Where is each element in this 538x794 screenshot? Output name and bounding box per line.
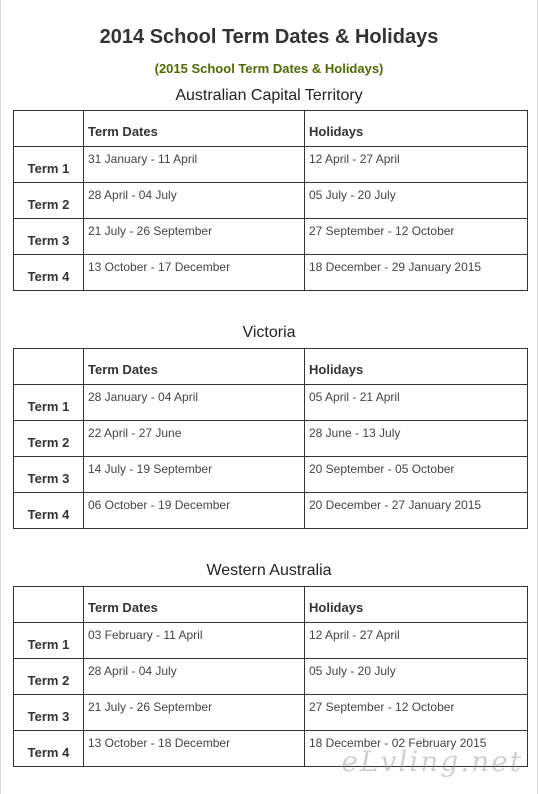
term-dates-cell: 21 July - 26 September bbox=[84, 219, 305, 255]
table-row bbox=[14, 457, 528, 493]
term-dates-cell: 22 April - 27 June bbox=[84, 421, 305, 457]
term-dates-cell: 31 January - 11 April bbox=[84, 147, 305, 183]
column-header-holidays: Holidays bbox=[305, 349, 528, 385]
column-header-term-dates: Term Dates bbox=[84, 111, 305, 147]
empty-header-cell bbox=[14, 587, 84, 623]
watermark: eLvling.net bbox=[341, 745, 523, 778]
table-row bbox=[14, 659, 528, 695]
holidays-cell: 27 September - 12 October bbox=[305, 695, 528, 731]
term-dates-cell: 13 October - 17 December bbox=[84, 255, 305, 291]
column-header-holidays: Holidays bbox=[305, 587, 528, 623]
table-row bbox=[14, 421, 528, 457]
holidays-cell: 20 December - 27 January 2015 bbox=[305, 493, 528, 529]
holidays-cell: 12 April - 27 April bbox=[305, 623, 528, 659]
holidays-cell: 28 June - 13 July bbox=[305, 421, 528, 457]
column-header-term-dates: Term Dates bbox=[84, 587, 305, 623]
term-dates-cell: 28 April - 04 July bbox=[84, 183, 305, 219]
table-row bbox=[14, 695, 528, 731]
table-header-row bbox=[14, 111, 528, 147]
holidays-cell: 20 September - 05 October bbox=[305, 457, 528, 493]
term-dates-cell: 28 January - 04 April bbox=[84, 385, 305, 421]
table-row bbox=[14, 731, 528, 767]
term-table-western-australia bbox=[13, 586, 528, 767]
term-label: Term 4 bbox=[14, 731, 84, 767]
term-label: Term 4 bbox=[14, 493, 84, 529]
holidays-cell: 12 April - 27 April bbox=[305, 147, 528, 183]
holidays-cell: 18 December - 29 January 2015 bbox=[305, 255, 528, 291]
term-dates-cell: 21 July - 26 September bbox=[84, 695, 305, 731]
table-header-row bbox=[14, 587, 528, 623]
holidays-cell: 27 September - 12 October bbox=[305, 219, 528, 255]
table-row bbox=[14, 183, 528, 219]
term-dates-cell: 03 February - 11 April bbox=[84, 623, 305, 659]
term-label: Term 1 bbox=[14, 385, 84, 421]
term-dates-cell: 28 April - 04 July bbox=[84, 659, 305, 695]
table-row bbox=[14, 219, 528, 255]
term-label: Term 4 bbox=[14, 255, 84, 291]
region-title-victoria: Victoria bbox=[242, 324, 296, 341]
term-dates-cell: 14 July - 19 September bbox=[84, 457, 305, 493]
table-row bbox=[14, 385, 528, 421]
table-row bbox=[14, 493, 528, 529]
empty-header-cell bbox=[14, 111, 84, 147]
column-header-holidays: Holidays bbox=[305, 111, 528, 147]
region-title-act: Australian Capital Territory bbox=[175, 87, 363, 104]
holidays-cell: 05 July - 20 July bbox=[305, 659, 528, 695]
term-label: Term 1 bbox=[14, 147, 84, 183]
page-title: 2014 School Term Dates & Holidays bbox=[99, 26, 439, 48]
term-dates-cell: 06 October - 19 December bbox=[84, 493, 305, 529]
term-label: Term 2 bbox=[14, 183, 84, 219]
term-label: Term 3 bbox=[14, 457, 84, 493]
holidays-cell: 05 July - 20 July bbox=[305, 183, 528, 219]
region-title-western-australia: Western Australia bbox=[206, 562, 332, 579]
holidays-cell: 05 April - 21 April bbox=[305, 385, 528, 421]
term-dates-cell: 13 October - 18 December bbox=[84, 731, 305, 767]
table-row bbox=[14, 147, 528, 183]
term-label: Term 3 bbox=[14, 695, 84, 731]
term-table-act bbox=[13, 110, 528, 291]
page-subtitle-link[interactable]: (2015 School Term Dates & Holidays) bbox=[154, 61, 384, 76]
term-table-victoria bbox=[13, 348, 528, 529]
table-row bbox=[14, 623, 528, 659]
term-label: Term 2 bbox=[14, 659, 84, 695]
table-header-row bbox=[14, 349, 528, 385]
term-label: Term 2 bbox=[14, 421, 84, 457]
term-label: Term 1 bbox=[14, 623, 84, 659]
empty-header-cell bbox=[14, 349, 84, 385]
holidays-cell: 18 December - 02 February 2015 bbox=[305, 731, 528, 767]
table-row bbox=[14, 255, 528, 291]
column-header-term-dates: Term Dates bbox=[84, 349, 305, 385]
term-label: Term 3 bbox=[14, 219, 84, 255]
